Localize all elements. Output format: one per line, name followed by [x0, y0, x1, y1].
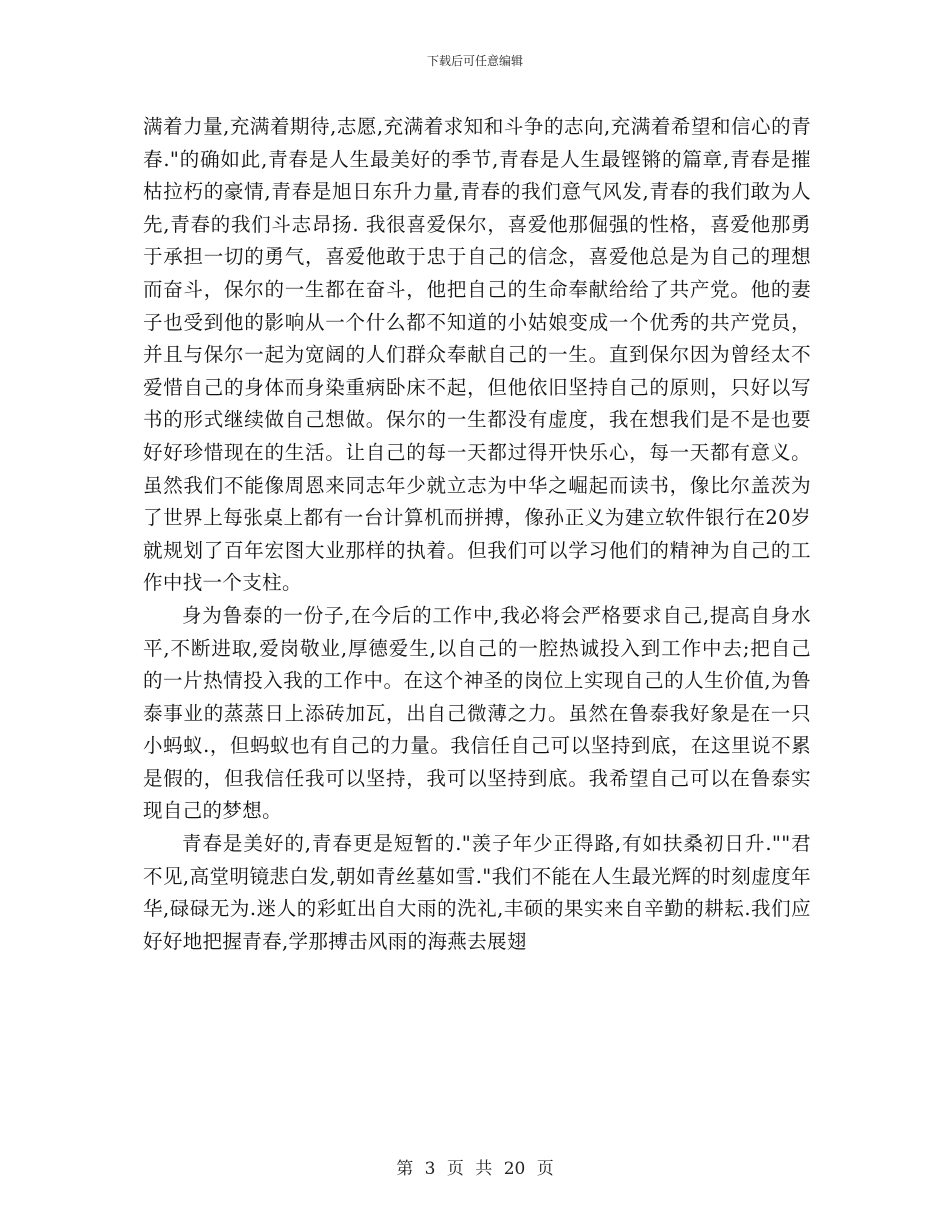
document-body: [143, 111, 811, 958]
page-header-note: 下载后可任意编辑: [426, 54, 523, 68]
paragraph-2: 身为鲁泰的一份子,在今后的工作中,我必将会严格要求自己,提高自身水平,不断进取,爱岗敬业,厚德爱生,以自己的一腔热诚投入到工作中去;把自己的一片热情投入我的工作中。在这个神圣的岗位上实现自己的人生价值,为鲁泰事业的蒸蒸日上添砖加瓦，出自己微薄之力。虽然在鲁泰我好象是在一只小蚂蚁.，但蚂蚁也有自己的力量。我信任自己可以坚持到底，在这里说不累是假的，但我信任我可以坚持，我可以坚持到底。我希望自己可以在鲁泰实现自己的梦想。: [143, 603, 811, 823]
page-number-footer: 第 3 页 共 20 页: [396, 1159, 554, 1179]
paragraph-3: 青春是美好的,青春更是短暂的."羡子年少正得路,有如扶桑初日升.""君不见,高堂明镜悲白发,朝如青丝墓如雪."我们不能在人生最光辉的时刻虚度年华,碌碌无为.迷人的彩虹出自大雨的洗礼,丰硕的果实来自辛勤的耕耘.我们应好好地把握青春,学那搏击风雨的海燕去展翅: [143, 832, 811, 953]
paragraph-1: 满着力量,充满着期待,志愿,充满着求知和斗争的志向,充满着希望和信心的青春."的确如此,青春是人生最美好的季节,青春是人生最铿锵的篇章,青春是摧枯拉朽的豪情,青春是旭日东升力量,青春的我们意气风发,青春的我们敢为人先,青春的我们斗志昂扬. 我很喜爱保尔，喜爱他那倔强的性格，喜爱他那勇于承担一切的勇气，喜爱他敢于忠于自己的信念，喜爱他总是为自己的理想而奋斗，保尔的一生都在奋斗，他把自己的生命奉献给给了共产党。他的妻子也受到他的影响从一个什么都不知道的小姑娘变成一个优秀的共产党员，并且与保尔一起为宽阔的人们群众奉献自己的一生。直到保尔因为曾经太不爱惜自己的身体而身染重病卧床不起，但他依旧坚持自己的原则，只好以写书的形式继续做自己想做。保尔的一生都没有虚度，我在想我们是不是也要好好珍惜现在的生活。让自己的每一天都过得开快乐心，每一天都有意义。虽然我们不能像周恩来同志年少就立志为中华之崛起而读书，像比尔盖茨为了世界上每张桌上都有一台计算机而拼搏，像孙正义为建立软件银行在20岁就规划了百年宏图大业那样的执着。但我们可以学习他们的精神为自己的工作中找一个支柱。: [143, 115, 811, 595]
